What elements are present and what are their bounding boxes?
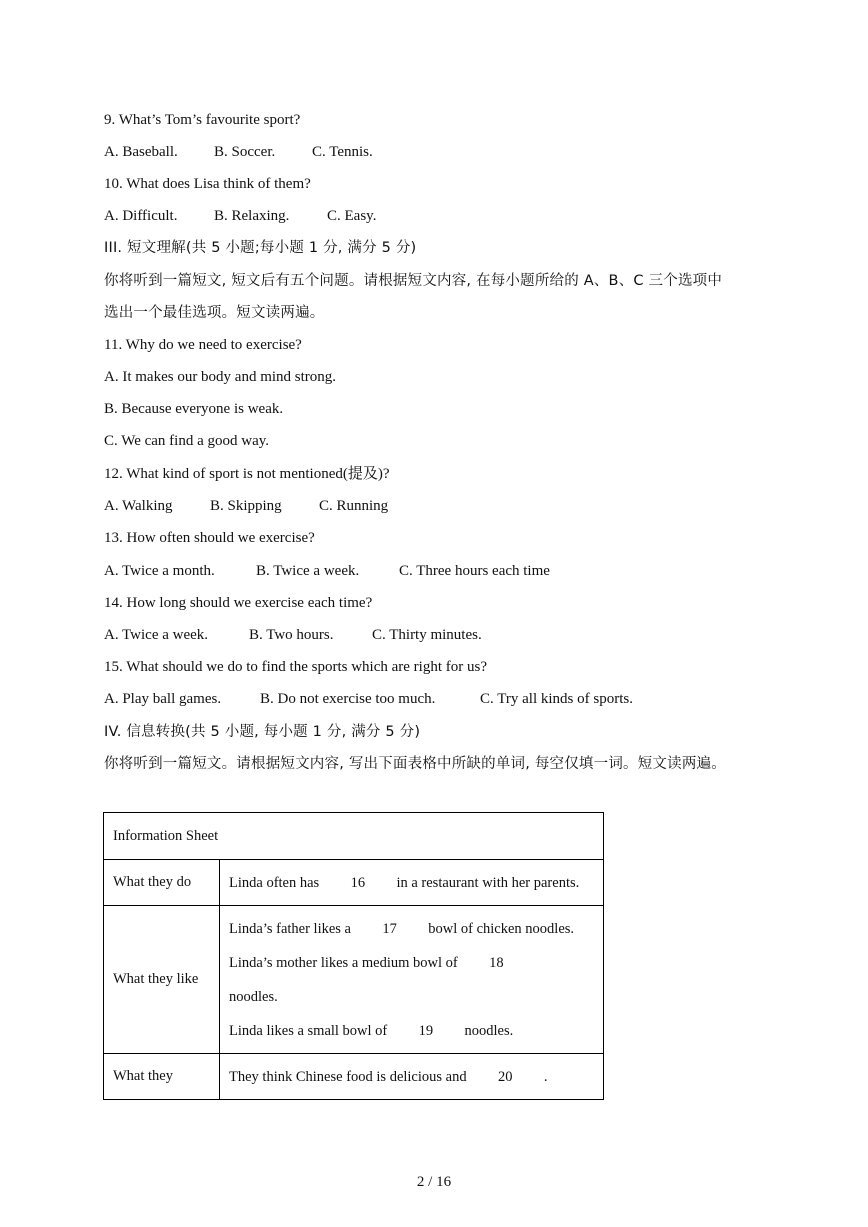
text-before-blank: Linda’s father likes a	[229, 920, 351, 937]
section-3-heading: III. 短文理解(共 5 小题;每小题 1 分, 满分 5 分)	[104, 240, 417, 256]
question-15: 15. What should we do to find the sports which are right for us?	[104, 659, 487, 675]
row-content	[220, 860, 604, 906]
row-label: What they	[104, 1054, 220, 1100]
section-4-heading: IV. 信息转换(共 5 小题, 每小题 1 分, 满分 5 分)	[104, 724, 421, 740]
option-a: A. Difficult.	[104, 208, 178, 224]
option-11-c: C. We can find a good way.	[104, 433, 269, 449]
option-b: B. Two hours.	[249, 627, 334, 643]
question-9: 9. What’s Tom’s favourite sport?	[104, 112, 301, 128]
question-14: 14. How long should we exercise each time?	[104, 595, 373, 611]
question-13: 13. How often should we exercise?	[104, 530, 315, 546]
text-before-blank: They think Chinese food is delicious and	[229, 1068, 467, 1085]
option-11-b: B. Because everyone is weak.	[104, 401, 284, 417]
question-12: 12. What kind of sport is not mentioned(提及)?	[104, 466, 390, 482]
text-before-blank: Linda’s mother likes a medium bowl of	[229, 954, 458, 971]
row-label: What they do	[104, 860, 220, 906]
option-a: A. Twice a week.	[104, 627, 209, 643]
page-number: 2 / 16	[416, 1174, 452, 1190]
table-title: Information Sheet	[104, 813, 604, 860]
option-b: B. Twice a week.	[256, 563, 360, 579]
section-3-instruction: 你将听到一篇短文, 短文后有五个问题。请根据短文内容, 在每小题所给的 A、B、C 三个选项中	[104, 273, 723, 289]
options-14	[104, 625, 482, 645]
option-b: B. Skipping	[210, 498, 282, 514]
question-10: 10. What does Lisa think of them?	[104, 176, 311, 192]
blank-17: 17	[382, 920, 397, 937]
option-c: C. Running	[319, 498, 389, 514]
option-b: B. Do not exercise too much.	[260, 691, 436, 707]
option-a: A. Play ball games.	[104, 691, 222, 707]
options-13	[104, 561, 550, 581]
options-15	[104, 689, 633, 709]
section-4-instruction: 你将听到一篇短文。请根据短文内容, 写出下面表格中所缺的单词, 每空仅填一词。短文读两遍。	[104, 756, 726, 772]
text-after-blank: .	[543, 1068, 548, 1085]
text-after-blank: bowl of chicken noodles.	[428, 920, 575, 937]
row-content	[220, 906, 604, 1054]
options-12	[104, 496, 388, 516]
option-c: C. Tennis.	[312, 144, 373, 160]
information-table	[103, 812, 604, 1100]
text-line: noodles.	[229, 988, 278, 1005]
option-c: C. Thirty minutes.	[372, 627, 482, 643]
text-after-blank: noodles.	[464, 1022, 514, 1039]
section-3-instruction-cont: 选出一个最佳选项。短文读两遍。	[104, 305, 325, 321]
option-a: A. Twice a month.	[104, 563, 215, 579]
options-9	[104, 142, 373, 162]
text-before-blank: Linda likes a small bowl of	[229, 1022, 388, 1039]
option-c: C. Easy.	[327, 208, 377, 224]
options-10	[104, 206, 376, 226]
blank-18: 18	[489, 954, 504, 971]
option-b: B. Soccer.	[214, 144, 276, 160]
option-a: A. Baseball.	[104, 144, 178, 160]
question-11: 11. Why do we need to exercise?	[104, 337, 302, 353]
blank-16: 16	[350, 874, 366, 891]
text-before-blank: Linda often has	[229, 874, 320, 891]
blank-19: 19	[418, 1022, 434, 1039]
option-11-a: A. It makes our body and mind strong.	[104, 369, 337, 385]
blank-20: 20	[497, 1068, 513, 1085]
option-a: A. Walking	[104, 498, 173, 514]
row-content	[220, 1054, 604, 1100]
option-c: C. Three hours each time	[399, 563, 550, 579]
text-after-blank: in a restaurant with her parents.	[396, 874, 580, 891]
option-c: C. Try all kinds of sports.	[480, 691, 633, 707]
row-label: What they like	[104, 906, 220, 1054]
option-b: B. Relaxing.	[214, 208, 290, 224]
